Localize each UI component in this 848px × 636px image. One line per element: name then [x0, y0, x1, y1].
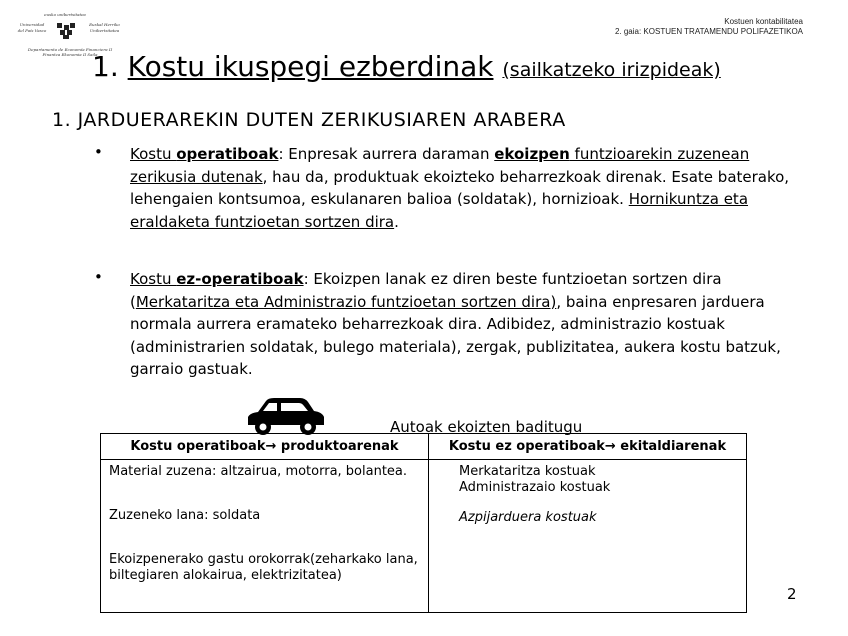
logo-right-text: Euskal Herriko Unibertsitatea — [89, 22, 120, 33]
section-heading: 1. JARDUERAREKIN DUTEN ZERIKUSIAREN ARABERA — [52, 109, 566, 131]
chapter-title: 2. gaia: KOSTUEN TRATAMENDU POLIFAZETIKOA — [614, 27, 803, 36]
bullet-operational-costs: Kostu operatiboak: Enpresak aurrera daraman ekoizpen funtzioarekin zuzenean zerikusia dutenak, hau da, produktuak ekoizteko beharrezkoak direnak. Esate baterako, lehengaien kontsumoa, eskulanaren balioa (soldatak), hornizioak. Hornikuntza eta eraldaketa funtzioetan sortzen dira. — [130, 145, 790, 231]
header-operational: Kostu operatiboak→ produktoarenak — [101, 434, 429, 460]
title-sub: (sailkatzeko irizpideak) — [502, 59, 721, 81]
logo-top-text: eusko unibertsitatea — [44, 12, 86, 17]
university-logo-icon — [55, 22, 77, 40]
logo-department-text: Departamento de Economía Financiera II Finantza Ekonomia II Saila — [27, 47, 113, 57]
list-item: Administrazaio kostuak — [459, 480, 611, 495]
title-main: Kostu ikuspegi ezberdinak — [127, 50, 494, 83]
bullet-marker: • — [94, 268, 103, 286]
title-number: 1. — [92, 50, 128, 83]
bullet-non-operational-costs: Kostu ez-operatiboak: Ekoizpen lanak ez diren beste funtzioetan sortzen dira (Merkataritza eta Administrazio funtzioetan sortzen dira), baina enpresaren jarduera normala aurrera eramateko beharrezkoak dira. Adibidez, administrazio kostuak (administrarien soldatak, bulego materiala), zergak, publizitatea, aukera kostu batzuk, garraio gastuak. — [130, 270, 781, 378]
operational-cell — [101, 460, 429, 613]
header-non-operational: Kostu ez operatiboak→ ekitaldiarenak — [429, 434, 747, 460]
course-header — [615, 17, 803, 37]
list-item: Material zuzena: altzairua, motorra, bolantea. — [109, 464, 408, 479]
list-item: Merkataritza kostuak — [459, 464, 596, 479]
car-caption: Autoak ekoizten baditugu — [390, 418, 583, 436]
list-item: Ekoizpenerako gastu orokorrak(zeharkako lana, biltegiaren alokairua, elektrizitatea) — [109, 552, 418, 583]
logo-left-text: Universidad del País Vasco — [17, 22, 47, 33]
car-icon — [244, 395, 326, 437]
list-item: Zuzeneko lana: soldata — [109, 508, 261, 523]
list-item: Azpijarduera kostuak — [459, 510, 597, 525]
course-title: Kostuen kontabilitatea — [724, 17, 803, 26]
bullet-marker: • — [94, 143, 103, 161]
page-number: 2 — [787, 585, 797, 603]
cost-classification-table — [100, 433, 747, 613]
non-operational-cell — [429, 460, 747, 613]
slide-title — [92, 50, 721, 83]
